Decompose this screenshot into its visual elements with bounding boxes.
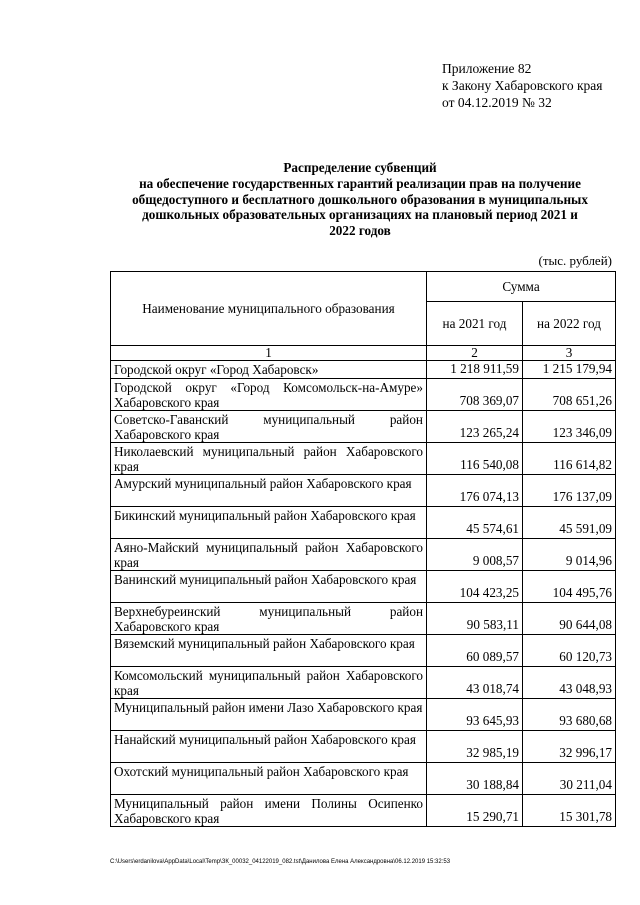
column-number: 2 xyxy=(427,346,523,361)
table-row xyxy=(111,411,616,443)
table-row xyxy=(111,379,616,411)
municipality-name: Николаевский муниципальный район Хабаровского края xyxy=(111,443,427,475)
amount-2022: 708 651,26 xyxy=(523,379,616,411)
municipality-name: Городской округ «Город Хабаровск» xyxy=(111,361,427,379)
amount-2021: 9 008,57 xyxy=(427,539,523,571)
title-line-3: общедоступного и бесплатного дошкольного образования в муниципальных xyxy=(132,191,588,207)
document-title xyxy=(100,160,620,239)
amount-2022: 1 215 179,94 xyxy=(523,361,616,379)
amount-2021: 45 574,61 xyxy=(427,507,523,539)
column-number: 3 xyxy=(523,346,616,361)
amount-2022: 90 644,08 xyxy=(523,603,616,635)
amount-2022: 60 120,73 xyxy=(523,635,616,667)
header-sum: Сумма xyxy=(427,272,616,302)
title-line-1: Распределение субвенций xyxy=(283,160,437,175)
table-row xyxy=(111,667,616,699)
municipality-name: Ванинский муниципальный район Хабаровского края xyxy=(111,571,427,603)
amount-2021: 15 290,71 xyxy=(427,795,523,827)
amount-2022: 9 014,96 xyxy=(523,539,616,571)
amount-2021: 708 369,07 xyxy=(427,379,523,411)
municipality-name: Верхнебуреинский муниципальный район Хабаровского края xyxy=(111,603,427,635)
table-row xyxy=(111,539,616,571)
municipality-name: Нанайский муниципальный район Хабаровского края xyxy=(111,731,427,763)
amount-2022: 93 680,68 xyxy=(523,699,616,731)
amount-2021: 176 074,13 xyxy=(427,475,523,507)
table-row xyxy=(111,763,616,795)
amount-2022: 15 301,78 xyxy=(523,795,616,827)
municipality-name: Городской округ «Город Комсомольск-на-Амуре» Хабаровского края xyxy=(111,379,427,411)
table-row xyxy=(111,443,616,475)
amount-2022: 30 211,04 xyxy=(523,763,616,795)
appendix-date: от 04.12.2019 № 32 xyxy=(442,95,552,110)
amount-2022: 45 591,09 xyxy=(523,507,616,539)
municipality-name: Бикинский муниципальный район Хабаровского края xyxy=(111,507,427,539)
file-path-footer: C:\Users\erdanilova\AppData\Local\Temp\ЗК_00032_04122019_082.tst\Данилова Елена Александровна\06.12.2019 15:32:53 xyxy=(110,859,451,865)
table-row xyxy=(111,475,616,507)
municipality-name: Муниципальный район имени Полины Осипенко Хабаровского края xyxy=(111,795,427,827)
amount-2021: 90 583,11 xyxy=(427,603,523,635)
appendix-number: Приложение 82 xyxy=(442,61,532,76)
header-2022: на 2022 год xyxy=(523,302,616,346)
title-line-4: дошкольных образовательных организациях на плановый период 2021 и xyxy=(142,207,578,223)
amount-2021: 116 540,08 xyxy=(427,443,523,475)
amount-2021: 43 018,74 xyxy=(427,667,523,699)
table-row xyxy=(111,731,616,763)
amount-2021: 32 985,19 xyxy=(427,731,523,763)
amount-2021: 123 265,24 xyxy=(427,411,523,443)
municipality-name: Охотский муниципальный район Хабаровского края xyxy=(111,763,427,795)
header-2021: на 2021 год xyxy=(427,302,523,346)
table-row xyxy=(111,571,616,603)
appendix-law: к Закону Хабаровского края xyxy=(442,78,603,93)
table-row xyxy=(111,361,616,379)
amount-2021: 60 089,57 xyxy=(427,635,523,667)
amount-2022: 43 048,93 xyxy=(523,667,616,699)
column-number: 1 xyxy=(111,346,427,361)
amount-2021: 1 218 911,59 xyxy=(427,361,523,379)
table-row xyxy=(111,507,616,539)
table-row xyxy=(111,603,616,635)
table-row xyxy=(111,699,616,731)
title-line-5: 2022 годов xyxy=(329,223,391,239)
amount-2021: 104 423,25 xyxy=(427,571,523,603)
table-row xyxy=(111,795,616,827)
amount-2021: 93 645,93 xyxy=(427,699,523,731)
municipality-name: Комсомольский муниципальный район Хабаровского края xyxy=(111,667,427,699)
municipality-name: Аяно-Майский муниципальный район Хабаровского края xyxy=(111,539,427,571)
units-label: (тыс. рублей) xyxy=(538,253,612,268)
appendix-reference xyxy=(442,60,603,111)
municipality-name: Амурский муниципальный район Хабаровского края xyxy=(111,475,427,507)
amount-2022: 104 495,76 xyxy=(523,571,616,603)
municipality-name: Советско-Гаванский муниципальный район Хабаровского края xyxy=(111,411,427,443)
amount-2022: 123 346,09 xyxy=(523,411,616,443)
amount-2021: 30 188,84 xyxy=(427,763,523,795)
title-line-2: на обеспечение государственных гарантий реализации прав на получение xyxy=(139,175,581,191)
header-municipality: Наименование муниципального образования xyxy=(111,272,427,346)
municipality-name: Вяземский муниципальный район Хабаровского края xyxy=(111,635,427,667)
subvention-table xyxy=(110,271,616,827)
municipality-name: Муниципальный район имени Лазо Хабаровского края xyxy=(111,699,427,731)
amount-2022: 116 614,82 xyxy=(523,443,616,475)
table-row xyxy=(111,635,616,667)
amount-2022: 32 996,17 xyxy=(523,731,616,763)
amount-2022: 176 137,09 xyxy=(523,475,616,507)
